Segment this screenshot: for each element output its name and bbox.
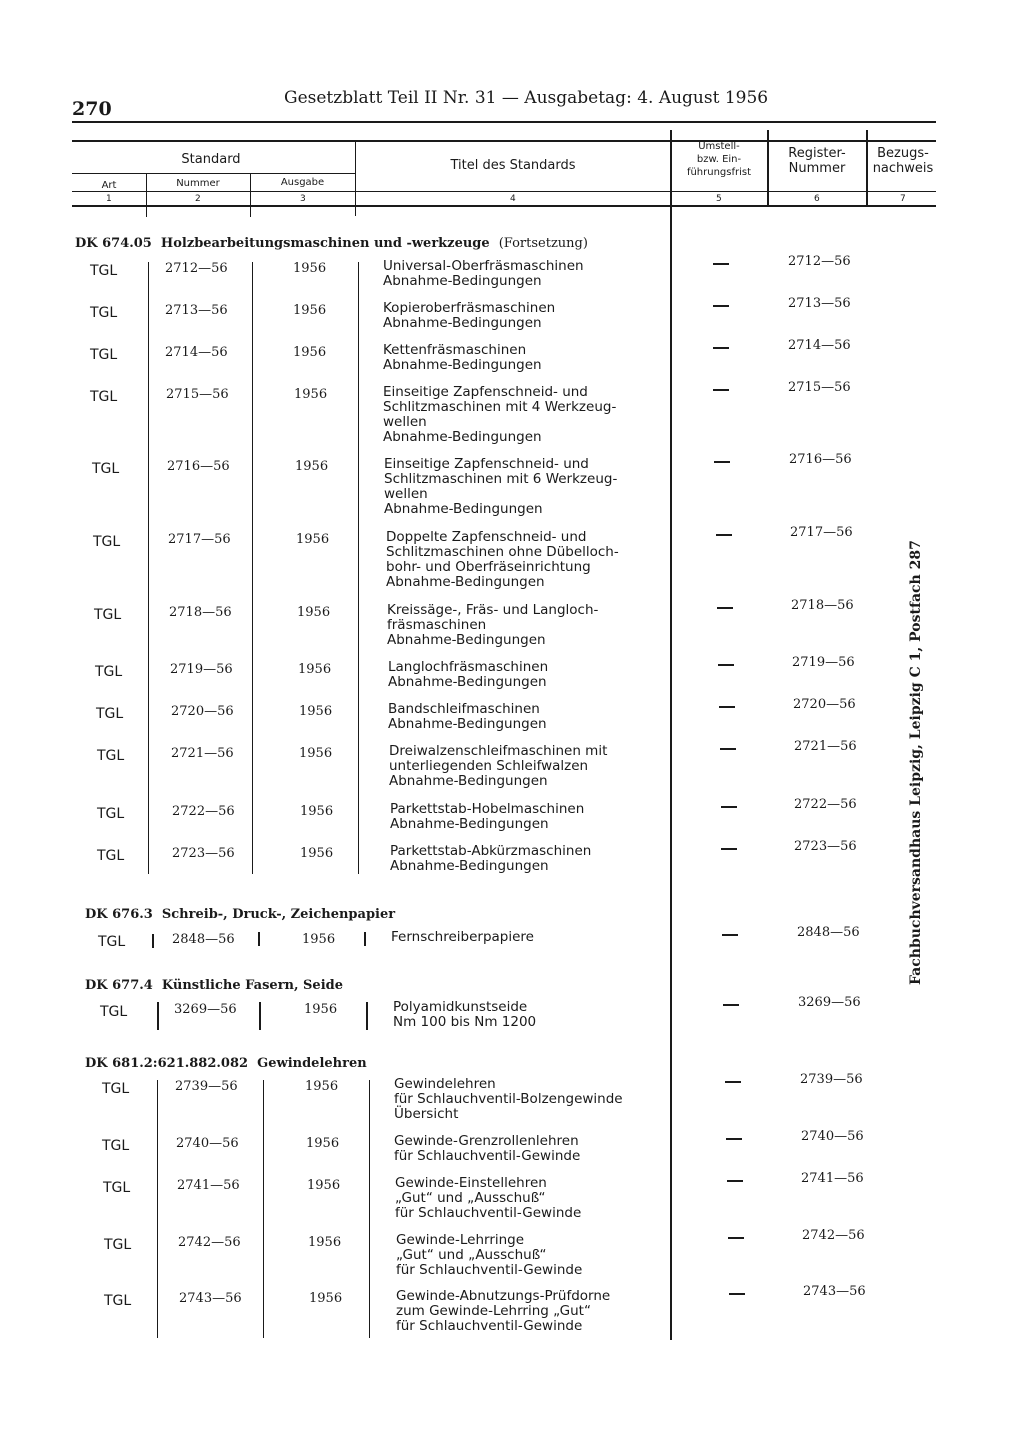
row-art: TGL [104, 1237, 132, 1253]
row-art: TGL [97, 848, 125, 864]
row-title-line: für Schlauchventil-Gewinde [394, 1148, 581, 1164]
row-art: TGL [102, 1081, 130, 1097]
col-number: 6 [814, 194, 820, 204]
row-art: TGL [100, 1004, 128, 1020]
header-umstell [671, 140, 767, 179]
row-art: TGL [90, 263, 118, 279]
row-bar [364, 932, 366, 946]
header-mid-rule [72, 191, 936, 192]
row-nummer: 2739—56 [175, 1079, 238, 1094]
row-register: 2715—56 [788, 380, 851, 395]
row-title [383, 385, 616, 445]
row-art: TGL [90, 305, 118, 321]
row-title [383, 301, 555, 331]
row-title-line: unterliegenden Schleifwalzen [389, 758, 589, 774]
row-title-line: Gewinde-Abnutzungs-Prüfdorne [396, 1288, 611, 1304]
section-dk: DK 674.05 [75, 236, 152, 251]
row-title-line: für Schlauchventil-Gewinde [396, 1318, 583, 1334]
row-nummer: 2722—56 [172, 804, 235, 819]
row-register: 2713—56 [788, 296, 851, 311]
row-title [391, 930, 534, 945]
col-number: 4 [510, 194, 516, 204]
row-frist-dash [723, 1004, 739, 1006]
row-title [396, 1289, 610, 1334]
row-nummer: 2743—56 [179, 1291, 242, 1306]
col-divider-4 [670, 130, 672, 1340]
row-art: TGL [90, 347, 118, 363]
row-art: TGL [98, 934, 126, 950]
row-title [394, 1077, 623, 1122]
row-frist-dash [721, 806, 737, 808]
row-nummer: 2716—56 [167, 459, 230, 474]
row-frist-dash [713, 347, 729, 349]
row-title-line: Polyamidkunstseide [393, 999, 528, 1015]
row-register: 2718—56 [791, 598, 854, 613]
row-title-line: Parkettstab-Hobelmaschinen [390, 801, 585, 817]
row-register: 2717—56 [790, 525, 853, 540]
row-frist-dash [713, 389, 729, 391]
row-nummer: 2848—56 [172, 932, 235, 947]
row-frist-dash [729, 1293, 745, 1295]
row-register: 2721—56 [794, 739, 857, 754]
row-nummer: 2720—56 [171, 704, 234, 719]
header-umstell-line: führungsfrist [686, 167, 752, 178]
header-umstell-line: bzw. Ein- [696, 154, 742, 165]
row-nummer: 2742—56 [178, 1235, 241, 1250]
row-title-line: Einseitige Zapfenschneid- und [384, 456, 589, 472]
row-register: 2714—56 [788, 338, 851, 353]
row-frist-dash [719, 706, 735, 708]
body-col-rule [252, 262, 253, 874]
row-nummer: 2718—56 [169, 605, 232, 620]
row-register: 2741—56 [801, 1171, 864, 1186]
header-register-line: Register- [788, 146, 846, 161]
section-note: (Fortsetzung) [498, 236, 588, 251]
row-art: TGL [96, 706, 124, 722]
row-title-line: für Schlauchventil-Gewinde [395, 1205, 582, 1221]
section-title: Gewindelehren [257, 1056, 367, 1071]
row-title-line: Abnahme-Bedingungen [383, 315, 542, 331]
row-ausgabe: 1956 [309, 1291, 343, 1306]
row-bar [152, 934, 154, 948]
row-title-line: Abnahme-Bedingungen [388, 716, 547, 732]
row-title-line: Kopieroberfräsmaschinen [383, 300, 556, 316]
row-title-line: Nm 100 bis Nm 1200 [393, 1014, 537, 1030]
body-col-rule [358, 262, 359, 874]
row-ausgabe: 1956 [294, 387, 328, 402]
row-art: TGL [97, 806, 125, 822]
row-ausgabe: 1956 [299, 746, 333, 761]
row-title-line: Abnahme-Bedingungen [390, 816, 549, 832]
header-bezugs-line: Bezugs- [877, 146, 929, 161]
row-ausgabe: 1956 [308, 1235, 342, 1250]
row-frist-dash [722, 934, 738, 936]
row-title-line: Abnahme-Bedingungen [390, 858, 549, 874]
row-ausgabe: 1956 [299, 704, 333, 719]
row-ausgabe: 1956 [305, 1079, 339, 1094]
row-frist-dash [727, 1180, 743, 1182]
row-title-line: Schlitzmaschinen mit 6 Werkzeug- [384, 471, 618, 487]
row-bar [366, 1002, 368, 1030]
row-ausgabe: 1956 [302, 932, 336, 947]
row-title-line: Dreiwalzenschleifmaschinen mit [389, 743, 608, 759]
header-bezugs-line: nachweis [872, 161, 934, 176]
row-ausgabe: 1956 [304, 1002, 338, 1017]
row-ausgabe: 1956 [306, 1136, 340, 1151]
row-title-line: zum Gewinde-Lehrring „Gut“ [396, 1303, 591, 1319]
col-divider-3 [355, 140, 356, 216]
running-head: Gesetzblatt Teil II Nr. 31 — Ausgabetag: 4. August 1956 [284, 88, 769, 108]
row-title-line: Langlochfräsmaschinen [388, 659, 549, 675]
row-nummer: 2740—56 [176, 1136, 239, 1151]
row-nummer: 2723—56 [172, 846, 235, 861]
row-title-line: „Gut“ und „Ausschuß“ [395, 1190, 546, 1206]
page-number: 270 [72, 98, 112, 120]
header-bezugs [866, 146, 940, 176]
row-title-line: Schlitzmaschinen ohne Dübelloch- [386, 544, 619, 560]
row-title-line: Abnahme-Bedingungen [387, 632, 546, 648]
row-bar [259, 1002, 261, 1030]
row-title-line: fräsmaschinen [387, 617, 487, 633]
row-ausgabe: 1956 [300, 846, 334, 861]
side-note: Fachbuchversandhaus Leipzig, Leipzig C 1, Postfach 287 [908, 540, 924, 985]
row-title-line: wellen [384, 486, 428, 502]
section-heading [85, 907, 395, 922]
body-col-rule [148, 262, 149, 874]
row-nummer: 2719—56 [170, 662, 233, 677]
row-title-line: Doppelte Zapfenschneid- und [386, 529, 587, 545]
row-bar [258, 932, 260, 946]
row-title-line: wellen [383, 414, 427, 430]
section-title: Künstliche Fasern, Seide [161, 978, 343, 993]
header-nummer: Nummer [176, 178, 220, 189]
header-bottom-rule [72, 205, 936, 207]
row-art: TGL [103, 1180, 131, 1196]
row-title-line: Abnahme-Bedingungen [383, 357, 542, 373]
row-title [384, 457, 617, 517]
row-title-line: Abnahme-Bedingungen [386, 574, 545, 590]
row-frist-dash [726, 1138, 742, 1140]
row-frist-dash [714, 461, 730, 463]
row-register: 2712—56 [788, 254, 851, 269]
row-nummer: 2714—56 [165, 345, 228, 360]
header-top-rule [72, 140, 936, 142]
head-rule [72, 121, 936, 123]
row-title-line: Gewindelehren [394, 1076, 496, 1092]
row-register: 2720—56 [793, 697, 856, 712]
row-title-line: Abnahme-Bedingungen [388, 674, 547, 690]
row-title [383, 259, 584, 289]
section-dk: DK 676.3 [85, 907, 153, 922]
row-title-line: Abnahme-Bedingungen [383, 429, 542, 445]
body-col-rule [263, 1080, 264, 1338]
body-col-rule [157, 1080, 158, 1338]
section-dk: DK 681.2:621.882.082 [85, 1056, 249, 1071]
row-register: 2722—56 [794, 797, 857, 812]
row-title-line: Kreissäge-, Fräs- und Langloch- [387, 602, 599, 618]
row-ausgabe: 1956 [298, 662, 332, 677]
row-register: 2719—56 [792, 655, 855, 670]
section-heading [85, 978, 343, 993]
row-art: TGL [90, 389, 118, 405]
row-frist-dash [716, 534, 732, 536]
row-title [386, 530, 619, 590]
row-title-line: Fernschreiberpapiere [391, 929, 534, 945]
row-frist-dash [713, 263, 729, 265]
row-frist-dash [718, 664, 734, 666]
header-register [768, 146, 866, 176]
row-register: 2723—56 [794, 839, 857, 854]
col-number: 1 [106, 194, 112, 204]
row-title [395, 1176, 581, 1221]
row-title [383, 343, 542, 373]
row-nummer: 2712—56 [165, 261, 228, 276]
row-title-line: Bandschleifmaschinen [388, 701, 540, 717]
row-title-line: Einseitige Zapfenschneid- und [383, 384, 588, 400]
header-titel: Titel des Standards [450, 158, 576, 173]
row-nummer: 2721—56 [171, 746, 234, 761]
row-art: TGL [92, 461, 120, 477]
row-ausgabe: 1956 [297, 605, 331, 620]
row-ausgabe: 1956 [307, 1178, 341, 1193]
row-ausgabe: 1956 [300, 804, 334, 819]
row-title-line: Abnahme-Bedingungen [389, 773, 548, 789]
header-art: Art [101, 180, 117, 191]
col-number: 7 [900, 194, 906, 204]
row-title-line: Gewinde-Einstellehren [395, 1175, 547, 1191]
row-ausgabe: 1956 [293, 303, 327, 318]
row-title-line: Abnahme-Bedingungen [384, 501, 543, 517]
row-title-line: Universal-Oberfräsmaschinen [383, 258, 584, 274]
row-title [388, 660, 548, 690]
section-heading [75, 236, 588, 251]
row-register: 2716—56 [789, 452, 852, 467]
row-title-line: für Schlauchventil-Gewinde [396, 1262, 583, 1278]
row-title [393, 1000, 536, 1030]
row-nummer: 2741—56 [177, 1178, 240, 1193]
col-number: 2 [195, 194, 201, 204]
row-title [390, 844, 591, 874]
section-title: Schreib-, Druck-, Zeichenpapier [161, 907, 396, 922]
row-title [396, 1233, 582, 1278]
row-ausgabe: 1956 [293, 345, 327, 360]
row-nummer: 2717—56 [168, 532, 231, 547]
row-title-line: für Schlauchventil-Bolzengewinde [394, 1091, 623, 1107]
section-dk: DK 677.4 [85, 978, 153, 993]
col-number: 3 [300, 194, 306, 204]
row-frist-dash [725, 1081, 741, 1083]
row-title-line: Kettenfräsmaschinen [383, 342, 527, 358]
row-frist-dash [713, 305, 729, 307]
row-register: 2742—56 [802, 1228, 865, 1243]
row-ausgabe: 1956 [296, 532, 330, 547]
row-art: TGL [94, 607, 122, 623]
row-frist-dash [721, 848, 737, 850]
row-title [394, 1134, 580, 1164]
row-title [389, 744, 607, 789]
row-nummer: 2715—56 [166, 387, 229, 402]
row-register: 2740—56 [801, 1129, 864, 1144]
row-nummer: 3269—56 [174, 1002, 237, 1017]
row-title-line: bohr- und Oberfräseinrichtung [386, 559, 591, 575]
row-title [388, 702, 547, 732]
row-frist-dash [728, 1237, 744, 1239]
row-art: TGL [93, 534, 121, 550]
col-number: 5 [716, 194, 722, 204]
row-nummer: 2713—56 [165, 303, 228, 318]
header-register-line: Nummer [788, 161, 846, 176]
row-title-line: Abnahme-Bedingungen [383, 273, 542, 289]
header-umstell-line: Umstell- [698, 141, 740, 152]
row-ausgabe: 1956 [295, 459, 329, 474]
header-ausgabe: Ausgabe [280, 177, 325, 188]
section-heading [85, 1056, 367, 1071]
row-frist-dash [720, 748, 736, 750]
row-ausgabe: 1956 [293, 261, 327, 276]
row-title-line: Übersicht [394, 1106, 459, 1122]
row-art: TGL [102, 1138, 130, 1154]
row-register: 2848—56 [797, 925, 860, 940]
row-frist-dash [717, 607, 733, 609]
header-standard: Standard [181, 152, 241, 167]
section-title: Holzbearbeitungsmaschinen und -werkzeuge [160, 236, 490, 251]
row-art: TGL [97, 748, 125, 764]
body-col-rule [369, 1080, 370, 1338]
row-title [390, 802, 584, 832]
row-register: 2743—56 [803, 1284, 866, 1299]
row-title-line: Schlitzmaschinen mit 4 Werkzeug- [383, 399, 617, 415]
row-title-line: Parkettstab-Abkürzmaschinen [390, 843, 592, 859]
row-title [387, 603, 598, 648]
row-title-line: Gewinde-Lehrringe [396, 1232, 525, 1248]
row-register: 3269—56 [798, 995, 861, 1010]
row-register: 2739—56 [800, 1072, 863, 1087]
row-art: TGL [104, 1293, 132, 1309]
row-bar [157, 1002, 159, 1030]
standard-sub-rule [72, 173, 356, 174]
row-art: TGL [95, 664, 123, 680]
row-title-line: „Gut“ und „Ausschuß“ [396, 1247, 547, 1263]
row-title-line: Gewinde-Grenzrollenlehren [394, 1133, 579, 1149]
